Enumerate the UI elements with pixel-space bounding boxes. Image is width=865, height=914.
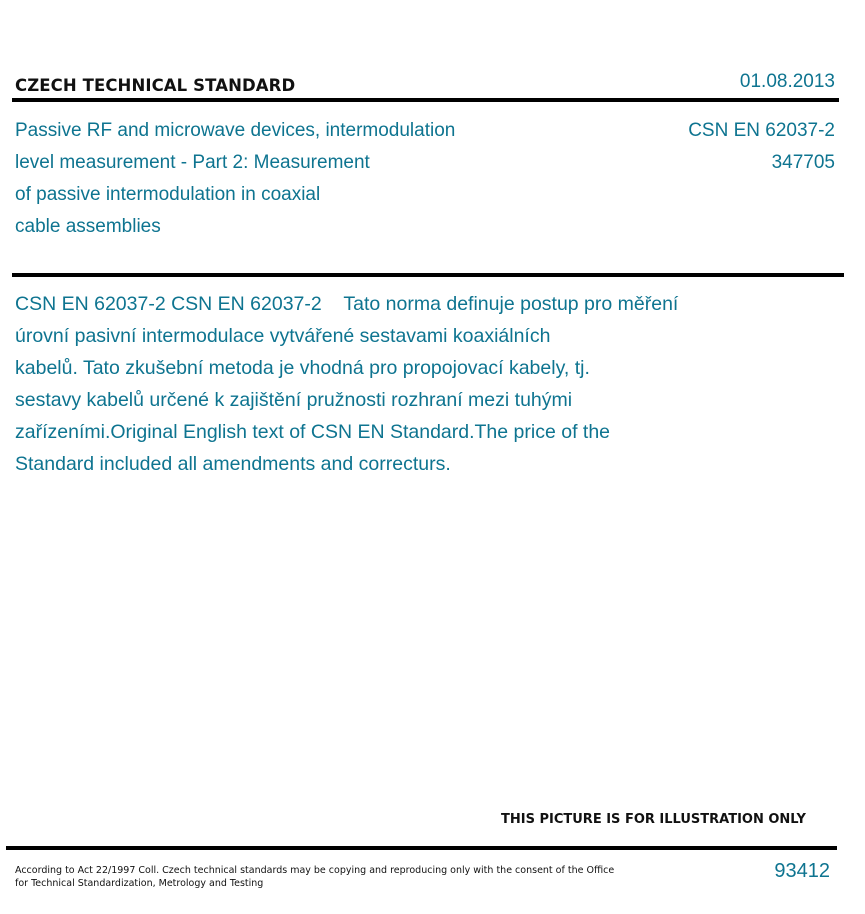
description-line: Standard included all amendments and correcturs.: [15, 453, 451, 475]
description-line: zařízeními.Original English text of CSN EN Standard.The price of the: [15, 421, 611, 443]
middle-divider: [12, 273, 844, 277]
legal-notice: [15, 864, 615, 890]
title-line: Passive RF and microwave devices, intermodulation: [15, 120, 456, 141]
illustration-note: THIS PICTURE IS FOR ILLUSTRATION ONLY: [501, 812, 806, 827]
standard-description: [15, 288, 775, 480]
title-line: of passive intermodulation in coaxial: [15, 184, 321, 205]
bottom-divider: [6, 846, 837, 850]
description-line: CSN EN 62037-2 CSN EN 62037-2 Tato norma definuje postup pro měření: [15, 293, 679, 315]
legal-line: for Technical Standardization, Metrology and Testing: [15, 878, 264, 889]
description-line: úrovní pasivní intermodulace vytvářené sestavami koaxiálních: [15, 325, 551, 347]
standard-code: CSN EN 62037-2: [688, 120, 835, 141]
standard-number: 347705: [771, 152, 835, 173]
legal-line: According to Act 22/1997 Coll. Czech technical standards may be copying and reproducing only with the consent of the Office: [15, 865, 615, 876]
description-line: sestavy kabelů určené k zajištění pružnosti rozhraní mezi tuhými: [15, 389, 573, 411]
catalog-number: 93412: [774, 860, 830, 882]
standard-identifiers: [688, 115, 835, 179]
title-line: cable assemblies: [15, 216, 161, 237]
description-line: kabelů. Tato zkušební metoda je vhodná pro propojovací kabely, tj.: [15, 357, 590, 379]
page-heading: CZECH TECHNICAL STANDARD: [15, 76, 296, 95]
standard-title: [15, 115, 555, 243]
title-line: level measurement - Part 2: Measurement: [15, 152, 370, 173]
top-divider: [12, 98, 839, 102]
publication-date: 01.08.2013: [739, 71, 835, 92]
